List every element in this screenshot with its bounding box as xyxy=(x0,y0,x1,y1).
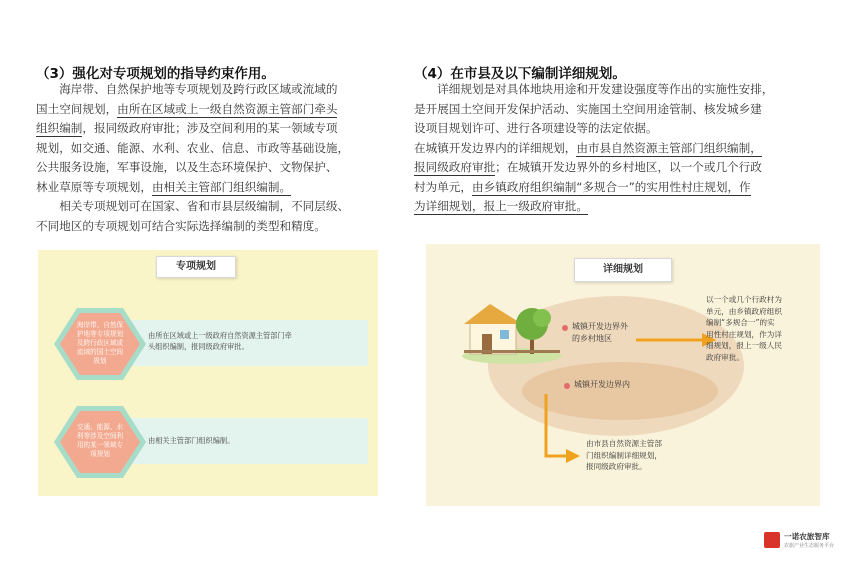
outer-area-label: 城镇开发边界外 的乡村地区 xyxy=(572,322,628,343)
right-line xyxy=(414,197,834,217)
left-line xyxy=(36,139,396,159)
right-line-text: 在城镇开发边界内的详细规划， xyxy=(414,140,577,155)
hexagon-1 xyxy=(54,308,146,380)
right-line xyxy=(414,119,834,139)
left-line xyxy=(36,158,396,178)
left-line-underlined: 由相关主管部门组织编制。 xyxy=(151,179,292,194)
left-heading: （3）强化对专项规划的指导约束作用。 xyxy=(36,66,275,82)
right-line-text: 村为单元， xyxy=(414,179,472,194)
left-line xyxy=(36,217,396,237)
right-line xyxy=(414,178,834,198)
right-line xyxy=(414,139,834,159)
right-line-text: 是开展国土空间开发保护活动、实施国土空间用途管制、核发城乡建 xyxy=(414,101,762,116)
left-paragraph xyxy=(36,80,396,236)
right-paragraph xyxy=(414,80,834,217)
right-line-underlined: 由乡镇政府组织编制“多规合一”的实用性村庄规划，作 xyxy=(471,179,751,194)
row-1-text: 由所在区域或上一级政府自然资源主管部门牵 头组织编制，报同级政府审批。 xyxy=(148,331,292,351)
right-line-text: 设项目规划许可、进行各项建设等的法定依据。 xyxy=(414,121,658,135)
right-line-text: ；在城镇开发边界外的乡村地区，以一个或几个行政 xyxy=(495,160,762,174)
diagram-tab-detailed: 详细规划 xyxy=(574,258,672,282)
right-heading: （4）在市县及以下编制详细规划。 xyxy=(414,66,626,82)
left-line-text: 林业草原等专项规划， xyxy=(36,179,152,194)
left-line xyxy=(36,80,396,100)
right-line xyxy=(414,158,834,178)
row-2-text: 由相关主管部门组织编制。 xyxy=(148,436,235,445)
right-line xyxy=(414,100,834,120)
left-line-text: 国土空间规划， xyxy=(36,101,118,116)
left-line-text: 不同地区的专项规划可结合实际选择编制的类型和精度。 xyxy=(36,218,326,233)
hexagon-2 xyxy=(54,406,146,478)
detailed-planning-diagram xyxy=(426,244,820,506)
brand-name: 一诺农旅智库 xyxy=(784,532,830,541)
left-line-text: 规划，如交通、能源、水利、农业、信息、市政等基础设施， xyxy=(36,140,350,155)
left-line-text: ，报同级政府审批；涉及空间利用的某一领域专项 xyxy=(82,121,338,135)
right-line-underlined: 报同级政府审批 xyxy=(414,160,496,174)
rural-note: 以一个或几个行政村为 单元，由乡镇政府组织 编制“多规合一”的实 用性村庄规划，作为详 细规划，报上一级人民 政府审批。 xyxy=(706,295,782,362)
left-line-text: 公共服务设施，军事设施，以及生态环境保护、文物保护、 xyxy=(36,160,338,174)
left-line xyxy=(36,197,396,217)
left-line-underlined: 由所在区域或上一级自然资源主管部门牵头 xyxy=(117,101,338,116)
left-line xyxy=(36,100,396,120)
left-line xyxy=(36,119,396,139)
inner-area-label: 城镇开发边界内 xyxy=(574,380,630,389)
right-line-underlined: 为详细规划，报上一级政府审批。 xyxy=(414,199,588,213)
brand-logo-icon xyxy=(764,532,780,548)
left-line-text: 相关专项规划可在国家、省和市县层级编制，不同层级、 xyxy=(36,199,350,213)
hexagon-2-text: 交通、能源、水利等涉及空间利用的某一领域专项规划 xyxy=(76,423,124,458)
brand-slogan: 农旅产业生态服务平台 xyxy=(784,543,835,549)
hexagon-1-text: 海岸带、自然保护地等专项规划及跨行政区域或流域的国土空间规划 xyxy=(76,321,124,365)
right-line-underlined: 由市县自然资源主管部门组织编制， xyxy=(576,140,762,155)
special-planning-diagram xyxy=(38,250,378,496)
diagram-tab-special: 专项规划 xyxy=(156,256,236,278)
right-line xyxy=(414,80,834,100)
left-line xyxy=(36,178,396,198)
left-line-underlined: 组织编制 xyxy=(36,121,83,135)
right-line-text: 详细规划是对具体地块用途和开发建设强度等作出的实施性安排， xyxy=(414,82,774,96)
urban-note: 由市县自然资源主管部 门组织编制详细规划， 报同级政府审批。 xyxy=(586,439,662,472)
left-line-text: 海岸带、自然保护地等专项规划及跨行政区域或流域的 xyxy=(36,82,338,96)
